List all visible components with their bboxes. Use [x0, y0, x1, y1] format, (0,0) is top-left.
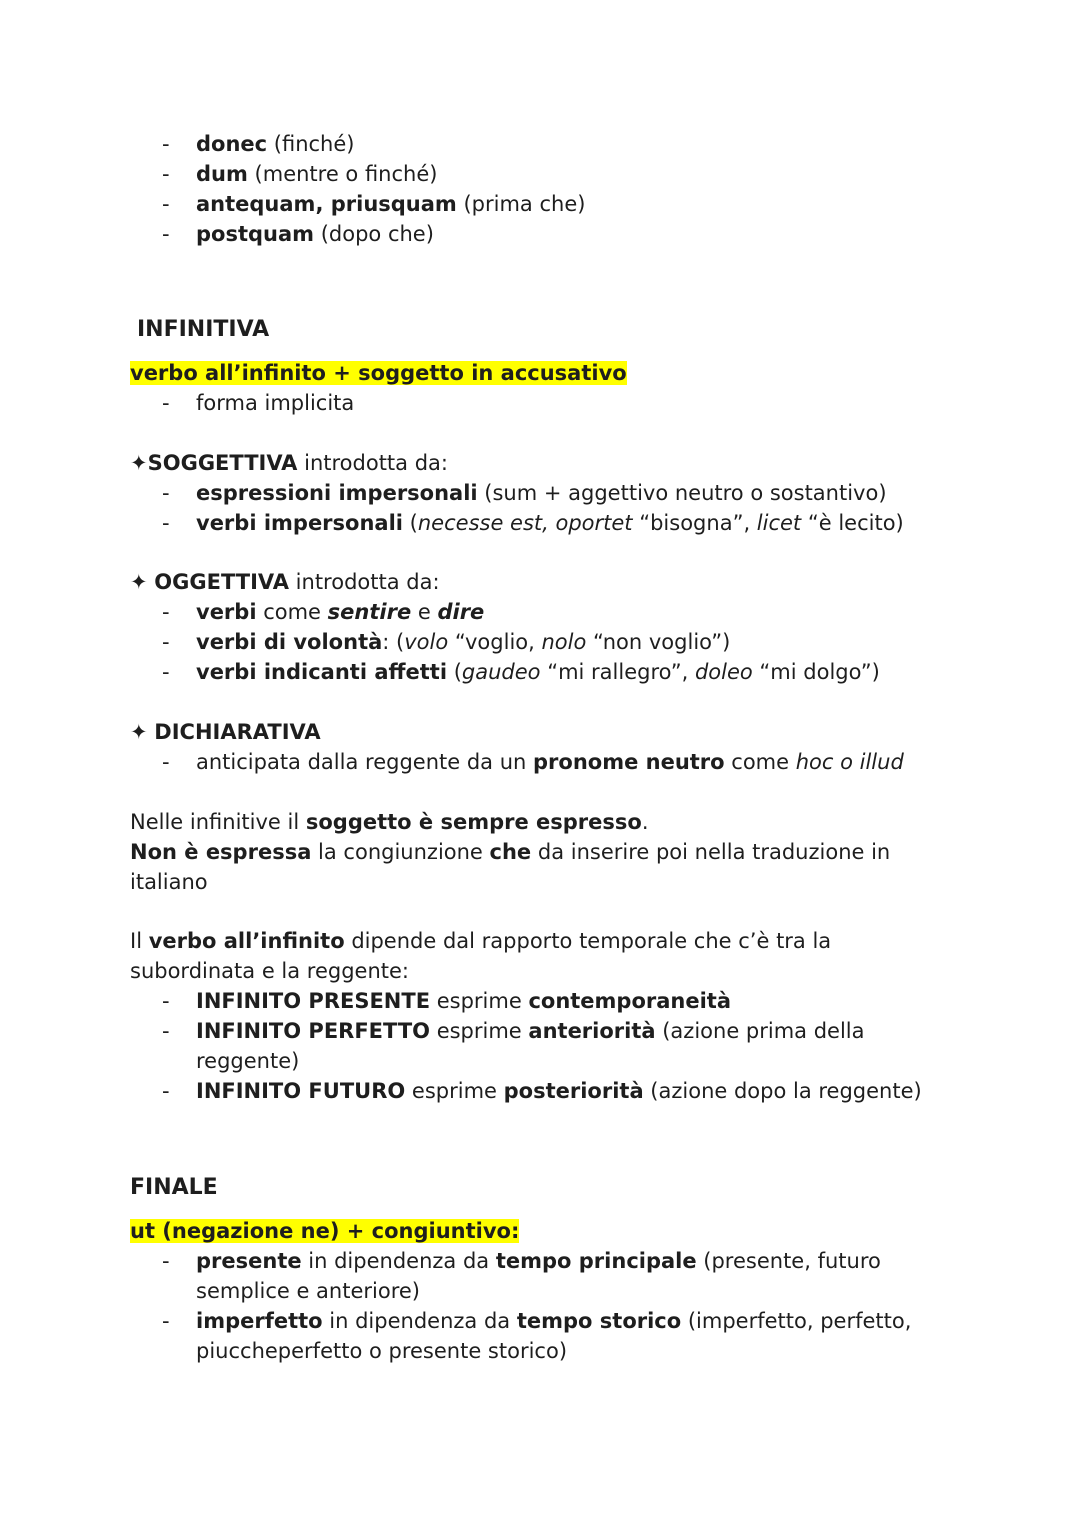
- text: come: [256, 600, 328, 624]
- finale-rule: [130, 1216, 519, 1246]
- text: (: [403, 511, 418, 535]
- term: presente: [196, 1249, 302, 1273]
- term: INFINITO FUTURO: [196, 1079, 406, 1103]
- infinitiva-rule: [130, 358, 627, 388]
- highlighted-rule: verbo all’infinito + soggetto in accusativo: [130, 361, 627, 385]
- text: : (: [382, 630, 405, 654]
- list-dash: -: [162, 1019, 170, 1043]
- text: in dipendenza da: [301, 1249, 496, 1273]
- term: che: [489, 840, 532, 864]
- conjunction-term: donec: [196, 132, 268, 156]
- section-heading-finale: FINALE: [130, 1175, 218, 1200]
- list-item: [196, 189, 585, 219]
- term-detail: (sum + aggettivo neutro o sostantivo): [477, 481, 887, 505]
- conjunction-meaning: (prima che): [456, 192, 586, 216]
- oggettiva-intro: introdotta da:: [289, 570, 440, 594]
- term: tempo storico: [516, 1309, 682, 1333]
- text: anticipata dalla reggente da un: [196, 750, 533, 774]
- list-item: [196, 597, 484, 627]
- list-item-continued: reggente): [196, 1049, 300, 1073]
- text: (azione dopo la reggente): [643, 1079, 922, 1103]
- note-paragraph: [130, 807, 649, 837]
- text: “voglio,: [448, 630, 542, 654]
- text: dipende dal rapporto temporale che c’è tra la: [344, 929, 832, 953]
- list-item: [196, 1246, 881, 1276]
- note-paragraph-continued: italiano: [130, 870, 208, 894]
- latin-example: dire: [437, 600, 485, 624]
- conjunction-term: dum: [196, 162, 248, 186]
- list-dash: -: [162, 162, 170, 186]
- term: posteriorità: [503, 1079, 644, 1103]
- conjunction-meaning: (dopo che): [314, 222, 434, 246]
- soggettiva-intro: introdotta da:: [297, 451, 448, 475]
- dichiarativa-label: DICHIARATIVA: [154, 720, 321, 744]
- conjunction-meaning: (mentre o finché): [247, 162, 438, 186]
- list-dash: -: [162, 630, 170, 654]
- latin-example: sentire: [327, 600, 412, 624]
- text: esprime: [430, 1019, 529, 1043]
- list-dash: -: [162, 132, 170, 156]
- list-item: [196, 159, 437, 189]
- list-item: [196, 508, 904, 538]
- oggettiva-label: OGGETTIVA: [154, 570, 289, 594]
- term: soggetto è sempre espresso: [305, 810, 642, 834]
- conjunction-meaning: (finché): [267, 132, 355, 156]
- list-dash: -: [162, 481, 170, 505]
- term: verbi: [196, 600, 257, 624]
- text: da inserire poi nella traduzione in: [531, 840, 891, 864]
- term: anteriorità: [528, 1019, 656, 1043]
- latin-example: gaudeo: [461, 660, 541, 684]
- list-item: [196, 657, 880, 687]
- text: “non voglio”): [586, 630, 731, 654]
- term: imperfetto: [196, 1309, 323, 1333]
- term: verbo all’infinito: [148, 929, 345, 953]
- text: la congiunzione: [311, 840, 490, 864]
- star-icon: ✦: [130, 720, 148, 744]
- list-item: [196, 129, 354, 159]
- text: Nelle infinitive il: [130, 810, 306, 834]
- text: e: [411, 600, 438, 624]
- term: espressioni impersonali: [196, 481, 478, 505]
- text: (: [447, 660, 462, 684]
- dichiarativa-heading: [130, 717, 321, 747]
- term: Non è espressa: [130, 840, 312, 864]
- note-paragraph: [130, 837, 890, 867]
- text: esprime: [405, 1079, 504, 1103]
- list-item: [196, 986, 731, 1016]
- list-dash: -: [162, 1079, 170, 1103]
- latin-example: doleo: [694, 660, 753, 684]
- latin-example: necesse est, oportet: [417, 511, 633, 535]
- list-item: [196, 478, 887, 508]
- latin-example: hoc o illud: [795, 750, 904, 774]
- text: Il: [130, 929, 149, 953]
- term: pronome neutro: [533, 750, 725, 774]
- text: “è lecito): [801, 511, 904, 535]
- text: in dipendenza da: [322, 1309, 517, 1333]
- list-item: [196, 219, 434, 249]
- term: contemporaneità: [528, 989, 732, 1013]
- list-dash: -: [162, 222, 170, 246]
- text: (presente, futuro: [696, 1249, 881, 1273]
- conjunction-term: postquam: [196, 222, 315, 246]
- list-dash: -: [162, 600, 170, 624]
- highlighted-rule: ut (negazione ne) + congiuntivo:: [130, 1219, 520, 1243]
- list-dash: -: [162, 989, 170, 1013]
- text: come: [724, 750, 796, 774]
- section-heading-infinitiva: INFINITIVA: [137, 317, 270, 342]
- conjunction-term: antequam, priusquam: [196, 192, 457, 216]
- list-dash: -: [162, 660, 170, 684]
- term: INFINITO PRESENTE: [196, 989, 431, 1013]
- term: tempo principale: [495, 1249, 697, 1273]
- soggettiva-label: SOGGETTIVA: [147, 451, 298, 475]
- list-item: [196, 627, 730, 657]
- latin-example: licet: [756, 511, 802, 535]
- star-icon: ✦: [130, 451, 148, 475]
- term: INFINITO PERFETTO: [196, 1019, 431, 1043]
- text: (imperfetto, perfetto,: [681, 1309, 912, 1333]
- list-item: [196, 1306, 911, 1336]
- list-dash: -: [162, 750, 170, 774]
- list-item: forma implicita: [196, 391, 355, 415]
- text: (azione prima della: [655, 1019, 865, 1043]
- tempi-intro: [130, 926, 831, 956]
- list-item: [196, 1076, 922, 1106]
- term: verbi indicanti affetti: [196, 660, 448, 684]
- text: .: [641, 810, 649, 834]
- list-item: [196, 1016, 865, 1046]
- list-dash: -: [162, 192, 170, 216]
- list-dash: -: [162, 1249, 170, 1273]
- star-icon: ✦: [130, 570, 148, 594]
- latin-example: volo: [404, 630, 449, 654]
- text: “bisogna”,: [632, 511, 757, 535]
- text: “mi rallegro”,: [540, 660, 695, 684]
- list-dash: -: [162, 1309, 170, 1333]
- term: verbi impersonali: [196, 511, 403, 535]
- latin-example: nolo: [541, 630, 587, 654]
- text: esprime: [430, 989, 529, 1013]
- oggettiva-heading: [130, 567, 440, 597]
- list-dash: -: [162, 391, 170, 415]
- text: “mi dolgo”): [752, 660, 880, 684]
- list-item-continued: semplice e anteriore): [196, 1279, 420, 1303]
- list-item: [196, 747, 904, 777]
- list-dash: -: [162, 511, 170, 535]
- tempi-intro-continued: subordinata e la reggente:: [130, 959, 409, 983]
- soggettiva-heading: [130, 448, 448, 478]
- list-item-continued: piuccheperfetto o presente storico): [196, 1339, 568, 1363]
- term: verbi di volontà: [196, 630, 383, 654]
